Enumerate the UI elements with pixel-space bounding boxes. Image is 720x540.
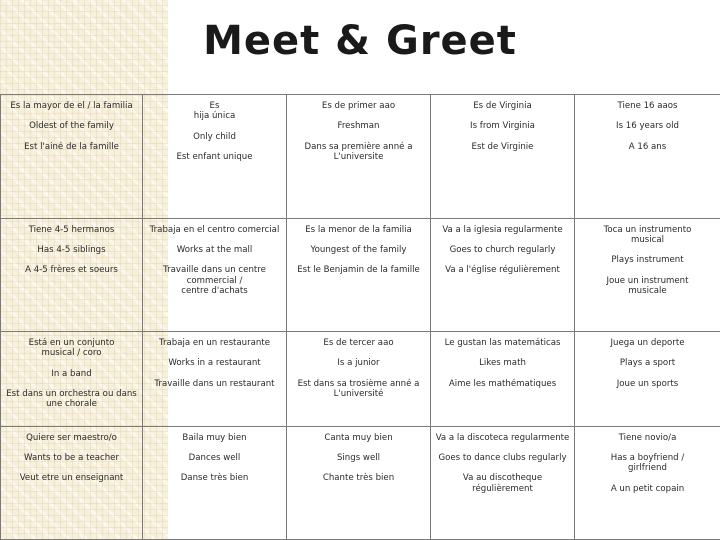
grid-cell [431, 95, 575, 219]
spanish-text: Va a la iglesia regularmente [442, 224, 563, 235]
french-text: A 16 ans [628, 141, 667, 152]
english-text: Works in a restaurant [168, 358, 261, 369]
french-text: Travaille dans un centre commercial / centre d'achats [163, 265, 266, 296]
french-text: A un petit copain [610, 483, 685, 494]
spanish-text: Quiere ser maestro/o [26, 432, 117, 443]
english-text: Works at the mall [176, 244, 253, 255]
french-text: Va a l'église régulièrement [445, 265, 560, 276]
spanish-text: Canta muy bien [324, 432, 393, 443]
spanish-text: Baila muy bien [182, 432, 247, 443]
spanish-text: Está en un conjunto musical / coro [28, 337, 115, 359]
grid-row [1, 331, 720, 426]
grid-cell [1, 218, 143, 331]
french-text: Chante très bien [322, 473, 395, 484]
french-text: Est dans sa trosième anné a L'université [297, 378, 420, 399]
english-text: Youngest of the family [310, 244, 407, 255]
page-title: Meet & Greet [203, 18, 517, 64]
grid-cell [431, 218, 575, 331]
grid-row [1, 95, 720, 219]
english-text: In a band [51, 368, 92, 379]
french-text: Dans sa première anné a L'universite [304, 141, 413, 162]
spanish-text: Va a la discoteca regularmente [435, 432, 570, 443]
french-text: Est de Virginie [471, 141, 534, 152]
spanish-text: Juega un deporte [610, 337, 685, 348]
english-text: Is 16 years old [616, 121, 679, 132]
grid-cell [287, 331, 431, 426]
spanish-text: Es la mayor de el / la familia [10, 101, 133, 111]
grid-cell [575, 331, 720, 426]
french-text: Veut etre un enseignant [19, 473, 124, 484]
english-text: Goes to dance clubs regularly [438, 452, 567, 463]
spanish-text: Le gustan las matemáticas [444, 337, 561, 348]
french-text: Joue un sports [616, 378, 679, 389]
spanish-text: Trabaja en el centro comercial [149, 224, 280, 235]
english-text: Likes math [479, 358, 526, 369]
spanish-text: Es la menor de la familia [305, 224, 412, 235]
english-text: Plays instrument [611, 255, 684, 266]
english-text: Plays a sport [619, 358, 676, 369]
grid-cell [143, 218, 287, 331]
english-text: Goes to church regularly [449, 244, 556, 255]
spanish-text: Toca un instrumento musical [603, 224, 692, 245]
french-text: Va au discotheque régulièrement [462, 473, 543, 494]
grid-row [1, 218, 720, 331]
grid-cell [1, 426, 143, 539]
spanish-text: Es de tercer aao [323, 337, 394, 348]
english-text: Is from Virginia [470, 121, 535, 132]
french-text: Est dans un orchestra ou dans une chorale [6, 388, 137, 410]
english-text: Freshman [337, 121, 380, 132]
english-text: Sings well [336, 452, 381, 463]
grid-cell [575, 426, 720, 539]
spanish-text: Es de primer aao [321, 101, 396, 111]
spanish-text: Tiene 16 aaos [617, 101, 678, 111]
spanish-text: Es hija única [193, 101, 236, 122]
grid-cell [575, 95, 720, 219]
bingo-grid [0, 94, 720, 540]
french-text: Est le Benjamin de la famille [297, 265, 420, 276]
grid-cell [1, 95, 143, 219]
grid-cell [575, 218, 720, 331]
french-text: Danse très bien [180, 473, 249, 484]
english-text: Is a junior [337, 358, 380, 369]
english-text: Has a boyfriend / girlfriend [610, 452, 685, 474]
grid-cell [287, 218, 431, 331]
french-text: A 4-5 frères et soeurs [25, 265, 118, 276]
english-text: Only child [193, 131, 236, 142]
grid-cell [431, 426, 575, 539]
english-text: Oldest of the family [29, 121, 114, 132]
english-text: Wants to be a teacher [24, 452, 119, 463]
grid-cell [1, 331, 143, 426]
french-text: Est enfant unique [176, 151, 253, 162]
grid-cell [431, 331, 575, 426]
grid-cell [143, 331, 287, 426]
spanish-text: Trabaja en un restaurante [158, 337, 271, 348]
french-text: Travaille dans un restaurant [154, 378, 275, 389]
french-text: Joue un instrument musicale [606, 275, 689, 296]
english-text: Dances well [188, 452, 241, 463]
spanish-text: Tiene 4-5 hermanos [28, 224, 115, 235]
grid-cell [287, 426, 431, 539]
french-text: Est l'ainé de la famille [24, 141, 119, 152]
grid-cell [143, 426, 287, 539]
grid-cell [143, 95, 287, 219]
grid-cell [287, 95, 431, 219]
grid-row [1, 426, 720, 539]
spanish-text: Tiene novio/a [618, 432, 677, 443]
french-text: Aime les mathématiques [448, 378, 557, 389]
spanish-text: Es de Virginia [473, 101, 532, 111]
english-text: Has 4-5 siblings [37, 244, 106, 255]
